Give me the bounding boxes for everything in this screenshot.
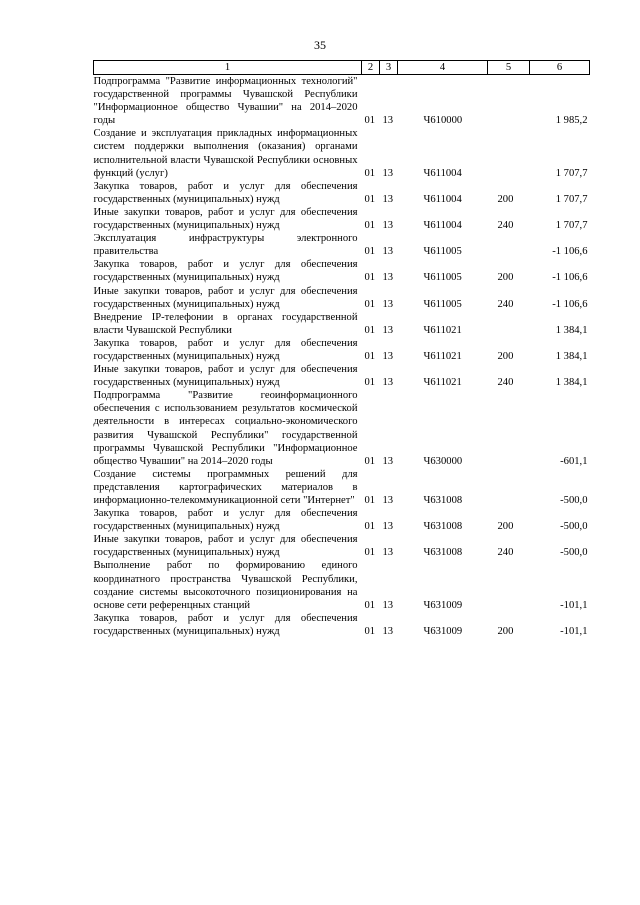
table-row [94, 468, 590, 507]
row-description: Закупка товаров, работ и услуг для обеспечения государственных (муниципальных) нужд [93, 259, 358, 284]
row-target-article: Ч630000 [423, 455, 463, 467]
row-description: Выполнение работ по формированию единого координатного пространства Чувашской Республики, создание системы высокоточного позиционирования на основе сети референцных станций [93, 560, 358, 611]
row-description: Создание системы программных решений для представления картографических материалов в информационно-телекоммуникационной сети "Интернет" [93, 468, 358, 506]
table-row [94, 180, 590, 206]
row-subsection: 13 [382, 625, 394, 637]
row-subsection: 13 [382, 547, 394, 559]
table-row [94, 258, 590, 284]
row-section: 01 [364, 167, 376, 179]
row-section: 01 [364, 246, 376, 258]
row-expense-type: 240 [497, 220, 514, 232]
column-header: 5 [488, 61, 530, 75]
row-amount: -1 106,6 [552, 272, 588, 284]
table-row [94, 127, 590, 179]
row-amount: 1 384,1 [555, 377, 588, 389]
row-expense-type [488, 311, 530, 337]
row-subsection: 13 [382, 377, 394, 389]
row-description: Закупка товаров, работ и услуг для обеспечения государственных (муниципальных) нужд [93, 508, 358, 533]
row-target-article: Ч631008 [423, 521, 463, 533]
row-amount: 1 707,7 [555, 167, 588, 179]
table-row [94, 285, 590, 311]
row-target-article: Ч611021 [423, 377, 462, 389]
row-section: 01 [364, 220, 376, 232]
row-subsection: 13 [382, 599, 394, 611]
row-expense-type: 240 [497, 547, 514, 559]
column-header: 3 [380, 61, 398, 75]
row-amount: -500,0 [560, 521, 588, 533]
row-amount: 1 707,7 [555, 220, 588, 232]
row-amount: -500,0 [560, 547, 588, 559]
row-section: 01 [364, 115, 376, 127]
row-target-article: Ч631009 [423, 599, 463, 611]
row-section: 01 [364, 599, 376, 611]
row-expense-type: 200 [497, 521, 514, 533]
row-subsection: 13 [382, 495, 394, 506]
row-target-article: Ч611004 [423, 167, 462, 179]
row-subsection: 13 [382, 455, 394, 467]
row-subsection: 13 [382, 220, 394, 232]
row-amount: -101,1 [560, 599, 588, 611]
row-section: 01 [364, 324, 376, 336]
row-expense-type [488, 389, 530, 468]
row-description: Закупка товаров, работ и услуг для обеспечения государственных (муниципальных) нужд [93, 612, 358, 637]
row-subsection: 13 [382, 324, 394, 336]
row-description: Закупка товаров, работ и услуг для обеспечения государственных (муниципальных) нужд [93, 337, 358, 362]
row-amount: 1 707,7 [555, 193, 588, 205]
table-row [94, 75, 590, 128]
row-description: Иные закупки товаров, работ и услуг для обеспечения государственных (муниципальных) нужд [93, 534, 358, 559]
row-amount: -601,1 [560, 455, 588, 467]
row-section: 01 [364, 272, 376, 284]
header-row [94, 61, 590, 75]
row-section: 01 [364, 350, 376, 362]
row-expense-type: 200 [497, 350, 514, 362]
table-row [94, 389, 590, 468]
row-expense-type [488, 232, 530, 258]
row-description: Иные закупки товаров, работ и услуг для обеспечения государственных (муниципальных) нужд [93, 364, 358, 389]
row-amount: 1 985,2 [555, 115, 588, 127]
row-target-article: Ч631009 [423, 625, 463, 637]
column-header: 4 [398, 61, 488, 75]
row-expense-type [488, 127, 530, 179]
table-row [94, 311, 590, 337]
table-body [94, 75, 590, 639]
row-amount: 1 384,1 [555, 350, 588, 362]
row-subsection: 13 [382, 167, 394, 179]
row-target-article: Ч611021 [423, 350, 462, 362]
row-target-article: Ч611005 [423, 246, 462, 258]
table-row [94, 507, 590, 533]
table-row [94, 363, 590, 389]
row-expense-type [488, 75, 530, 128]
table-row [94, 612, 590, 638]
row-expense-type: 200 [497, 272, 514, 284]
row-section: 01 [364, 377, 376, 389]
row-expense-type: 240 [497, 298, 514, 310]
row-expense-type [488, 559, 530, 611]
table-row [94, 337, 590, 363]
row-description: Внедрение IP-телефонии в органах государственной власти Чувашской Республики [93, 311, 358, 336]
table-row [94, 206, 590, 232]
row-amount: -1 106,6 [552, 298, 588, 310]
row-section: 01 [364, 455, 376, 467]
row-target-article: Ч611004 [423, 193, 462, 205]
row-section: 01 [364, 547, 376, 559]
row-subsection: 13 [382, 298, 394, 310]
row-target-article: Ч610000 [423, 115, 463, 127]
row-description: Эксплуатация инфраструктуры электронного правительства [93, 233, 358, 258]
row-expense-type: 200 [497, 193, 514, 205]
row-amount: -1 106,6 [552, 246, 588, 258]
row-section: 01 [364, 193, 376, 205]
budget-table [93, 60, 590, 638]
row-subsection: 13 [382, 272, 394, 284]
row-amount: -101,1 [560, 625, 588, 637]
row-expense-type [488, 468, 530, 507]
row-section: 01 [364, 625, 376, 637]
row-subsection: 13 [382, 246, 394, 258]
row-amount: -500,0 [560, 495, 588, 506]
row-expense-type: 240 [497, 377, 514, 389]
row-description: Подпрограмма "Развитие геоинформационного обеспечения с использованием результатов космической деятельности в интересах социально-экономического развития Чувашской Республики" государственной программы Чувашской Республики "Информационное общество Чувашии" на 2014–2020 годы [93, 390, 358, 467]
table-row [94, 559, 590, 611]
row-target-article: Ч611021 [423, 324, 462, 336]
column-header: 6 [530, 61, 590, 75]
row-section: 01 [364, 495, 376, 506]
row-amount: 1 384,1 [555, 324, 588, 336]
row-target-article: Ч611004 [423, 220, 462, 232]
row-expense-type: 200 [497, 625, 514, 637]
table-row [94, 232, 590, 258]
row-target-article: Ч631008 [423, 495, 463, 506]
row-description: Создание и эксплуатация прикладных информационных систем поддержки выполнения (оказания) органами исполнительной власти Чувашской Республики основных функций (услуг) [93, 128, 358, 179]
row-target-article: Ч631008 [423, 547, 463, 559]
row-subsection: 13 [382, 193, 394, 205]
row-description: Иные закупки товаров, работ и услуг для обеспечения государственных (муниципальных) нужд [93, 206, 358, 232]
row-target-article: Ч611005 [423, 298, 462, 310]
column-header: 2 [362, 61, 380, 75]
row-subsection: 13 [382, 350, 394, 362]
row-description: Иные закупки товаров, работ и услуг для обеспечения государственных (муниципальных) нужд [93, 285, 358, 310]
column-header: 1 [94, 61, 362, 75]
row-description: Закупка товаров, работ и услуг для обеспечения государственных (муниципальных) нужд [93, 180, 358, 205]
row-target-article: Ч611005 [423, 272, 462, 284]
row-section: 01 [364, 298, 376, 310]
row-section: 01 [364, 521, 376, 533]
row-description: Подпрограмма "Развитие информационных технологий" государственной программы Чувашской Республики "Информационное общество Чувашии" на 2014–2020 годы [93, 76, 358, 127]
table-row [94, 533, 590, 559]
page-number: 35 [314, 38, 326, 52]
row-subsection: 13 [382, 115, 394, 127]
row-subsection: 13 [382, 521, 394, 533]
